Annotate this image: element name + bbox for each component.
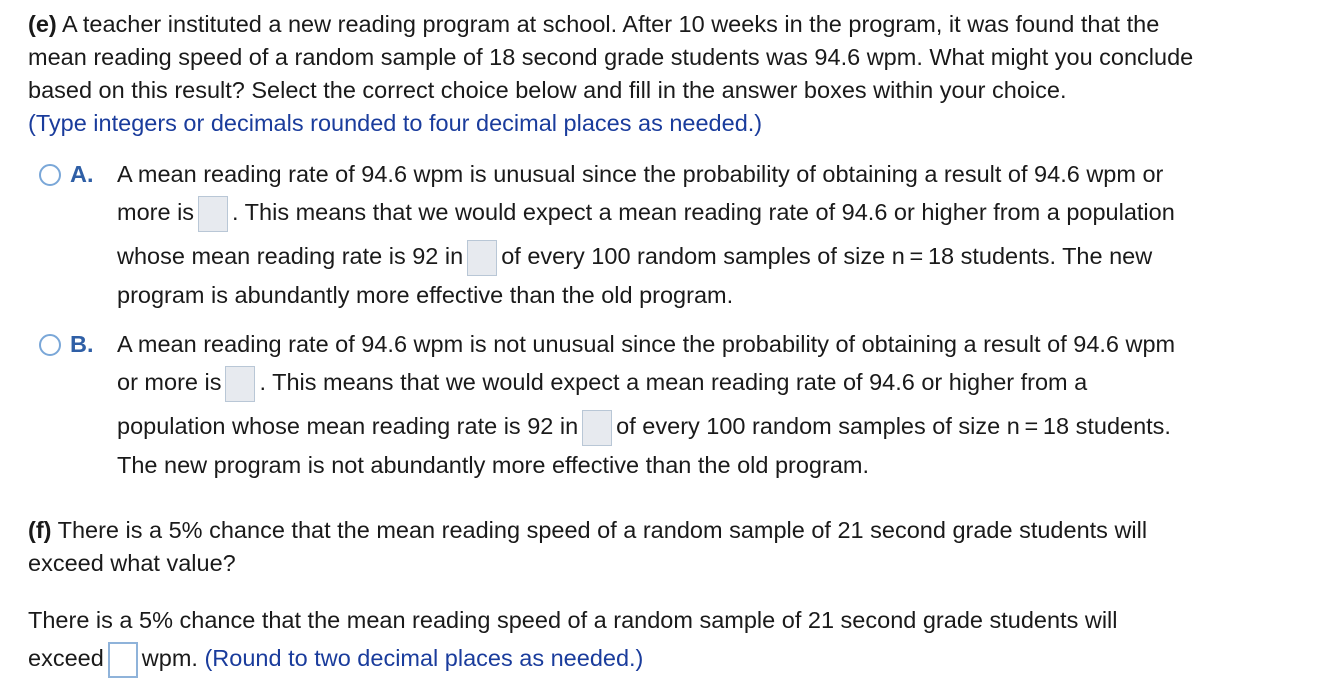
- choice-a-line-2-pre: more is: [117, 199, 195, 225]
- choice-a-line-1: A mean reading rate of 94.6 wpm is unusual since the probability of obtaining a result of 94.6 wpm or: [117, 161, 1164, 187]
- choice-b-count-input[interactable]: [582, 410, 612, 446]
- part-f-answer-line-2: [28, 640, 643, 678]
- choice-a-count-input[interactable]: [467, 240, 497, 276]
- choice-a-line-2: [117, 194, 1175, 232]
- part-f-answer-input[interactable]: [108, 642, 138, 678]
- part-f-answer-post: wpm.: [141, 645, 198, 671]
- choice-a-line-3-pre: whose mean reading rate is 92 in: [117, 243, 464, 269]
- part-f-line-2: exceed what value?: [28, 550, 236, 576]
- choice-b-letter: B.: [70, 331, 94, 357]
- choice-b-probability-input[interactable]: [225, 366, 255, 402]
- part-f-answer-line-1: There is a 5% chance that the mean reading speed of a random sample of 21 second grade students will: [28, 607, 1118, 633]
- part-f-label: (f): [28, 517, 52, 543]
- choice-a-radio[interactable]: [39, 164, 61, 186]
- part-e-instruction: (Type integers or decimals rounded to four decimal places as needed.): [28, 110, 763, 136]
- choice-b-line-2-post: . This means that we would expect a mean reading rate of 94.6 or higher from a: [259, 369, 1088, 395]
- choice-b-line-1: A mean reading rate of 94.6 wpm is not unusual since the probability of obtaining a result of 94.6 wpm: [117, 331, 1176, 357]
- choice-a-letter: A.: [70, 161, 94, 187]
- choice-a-line-2-post: . This means that we would expect a mean reading rate of 94.6 or higher from a population: [232, 199, 1175, 225]
- part-e-label: (e): [28, 11, 57, 37]
- choice-b-line-3: [117, 408, 1171, 446]
- part-f-text-1: There is a 5% chance that the mean reading speed of a random sample of 21 second grade students will: [57, 517, 1148, 543]
- choice-a-line-3: [117, 238, 1152, 276]
- part-e-line-2: mean reading speed of a random sample of 18 second grade students was 94.6 wpm. What might you conclude: [28, 44, 1194, 70]
- choice-b-line-2: [117, 364, 1087, 402]
- choice-a-probability-input[interactable]: [198, 196, 228, 232]
- choice-a-line-4: program is abundantly more effective than the old program.: [117, 282, 734, 308]
- part-e-line-3: based on this result? Select the correct choice below and fill in the answer boxes within your choice.: [28, 77, 1067, 103]
- part-e-line-1: [28, 11, 1159, 38]
- choice-b-line-3-pre: population whose mean reading rate is 92 in: [117, 413, 579, 439]
- choice-b-line-2-pre: or more is: [117, 369, 222, 395]
- part-e-text-1: A teacher instituted a new reading program at school. After 10 weeks in the program, it was found that the: [61, 11, 1160, 37]
- part-f-instruction: (Round to two decimal places as needed.): [204, 645, 644, 671]
- part-f-line-1: [28, 517, 1147, 544]
- choice-b-radio[interactable]: [39, 334, 61, 356]
- choice-a-line-3-post: of every 100 random samples of size n = 18 students. The new: [501, 243, 1153, 269]
- choice-b-line-3-post: of every 100 random samples of size n = 18 students.: [616, 413, 1171, 439]
- choice-b-line-4: The new program is not abundantly more effective than the old program.: [117, 452, 869, 478]
- part-f-answer-pre: exceed: [28, 645, 104, 671]
